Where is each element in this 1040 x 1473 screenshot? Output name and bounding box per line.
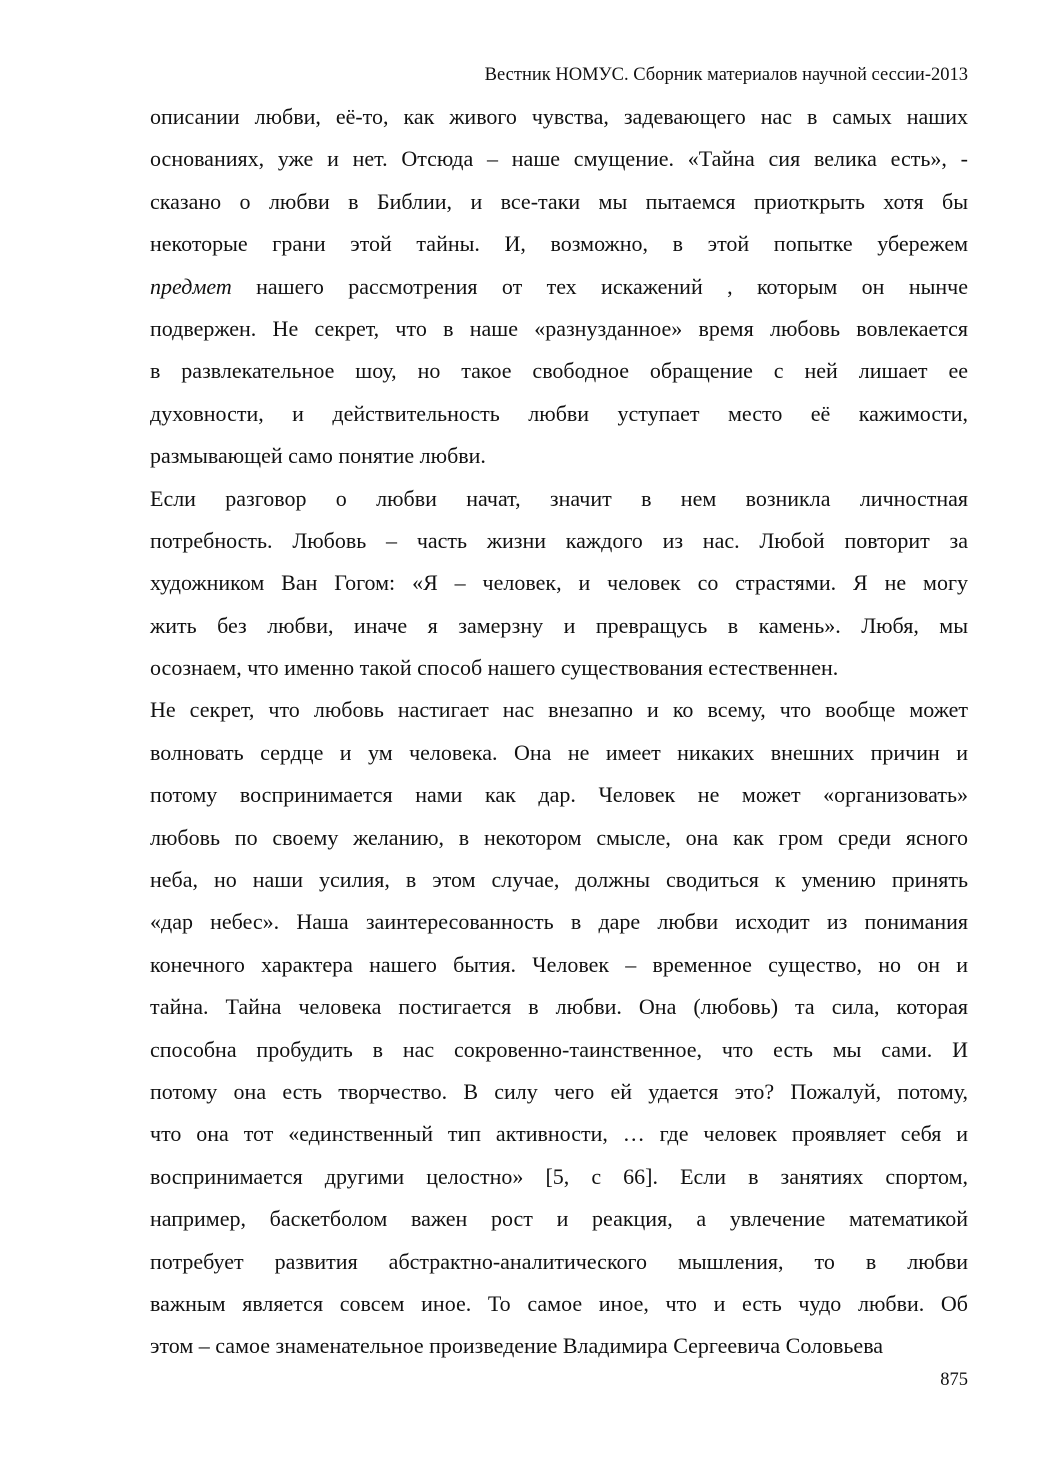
text-line: потребует развития абстрактно-аналитического мышления, то в любви — [150, 1248, 968, 1274]
paragraph-2 — [150, 478, 968, 690]
text-line: волновать сердце и ум человека. Она не имеет никаких внешних причин и — [150, 739, 968, 765]
text-line: конечного характера нашего бытия. Человек – временное существо, но он и — [150, 951, 968, 977]
text-line: воспринимается другими целостно» [5, с 66]. Если в занятиях спортом, — [150, 1163, 968, 1189]
italic-term: предмет — [150, 273, 232, 299]
text-line: любовь по своему желанию, в некотором смысле, она как гром среди ясного — [150, 824, 968, 850]
text-line: духовности, и действительность любви уступает место её кажимости, — [150, 400, 968, 426]
text-line: в развлекательное шоу, но такое свободное обращение с ней лишает ее — [150, 358, 968, 384]
text-line: способна пробудить в нас сокровенно-таинственное, что есть мы сами. И — [150, 1036, 968, 1062]
text-line: жить без любви, иначе я замерзну и превращусь в камень». Любя, мы — [150, 612, 968, 638]
text-line-with-italic — [150, 266, 968, 308]
text-line: важным является совсем иное. То самое иное, что и есть чудо любви. Об — [150, 1290, 968, 1316]
text-line: потому она есть творчество. В силу чего ей удается это? Пожалуй, потому, — [150, 1078, 968, 1104]
running-header: Вестник НОМУС. Сборник материалов научной сессии-2013 — [484, 65, 968, 85]
page-number: 875 — [940, 1370, 968, 1390]
text-line: некоторые грани этой тайны. И, возможно, в этой попытке убережем — [150, 231, 968, 257]
paragraph-1 — [150, 96, 968, 478]
text-line: например, баскетболом важен рост и реакция, а увлечение математикой — [150, 1206, 968, 1232]
text-line: сказано о любви в Библии, и все-таки мы пытаемся приоткрыть хотя бы — [150, 188, 968, 214]
text-line: осознаем, что именно такой способ нашего существования естественнен. — [150, 655, 839, 681]
paragraph-3 — [150, 689, 968, 1367]
body-text — [150, 96, 968, 1368]
text-line: что она тот «единственный тип активности, … где человек проявляет себя и — [150, 1121, 968, 1147]
text-line: основаниях, уже и нет. Отсюда – наше смущение. «Тайна сия велика есть», - — [150, 146, 968, 172]
text-line: размывающей само понятие любви. — [150, 443, 486, 469]
text-line-rest: нашего рассмотрения от тех искажений , которым он нынче — [256, 273, 969, 299]
text-line: «дар небес». Наша заинтересованность в даре любви исходит из понимания — [150, 909, 968, 935]
text-line: неба, но наши усилия, в этом случае, должны сводиться к умению принять — [150, 867, 968, 893]
text-line: Не секрет, что любовь настигает нас внезапно и ко всему, что вообще может — [150, 697, 968, 723]
text-line: подвержен. Не секрет, что в наше «разнузданное» время любовь вовлекается — [150, 315, 968, 341]
text-line: тайна. Тайна человека постигается в любви. Она (любовь) та сила, которая — [150, 994, 968, 1020]
text-line: описании любви, её-то, как живого чувства, задевающего нас в самых наших — [150, 104, 968, 129]
text-line: этом – самое знаменательное произведение Владимира Сергеевича Соловьева — [150, 1333, 884, 1359]
text-line: потребность. Любовь – часть жизни каждого из нас. Любой повторит за — [150, 527, 968, 553]
text-line: потому воспринимается нами как дар. Человек не может «организовать» — [150, 782, 968, 808]
text-line: Если разговор о любви начат, значит в нем возникла личностная — [150, 485, 968, 511]
text-line: художником Ван Гогом: «Я – человек, и человек со страстями. Я не могу — [150, 570, 968, 596]
